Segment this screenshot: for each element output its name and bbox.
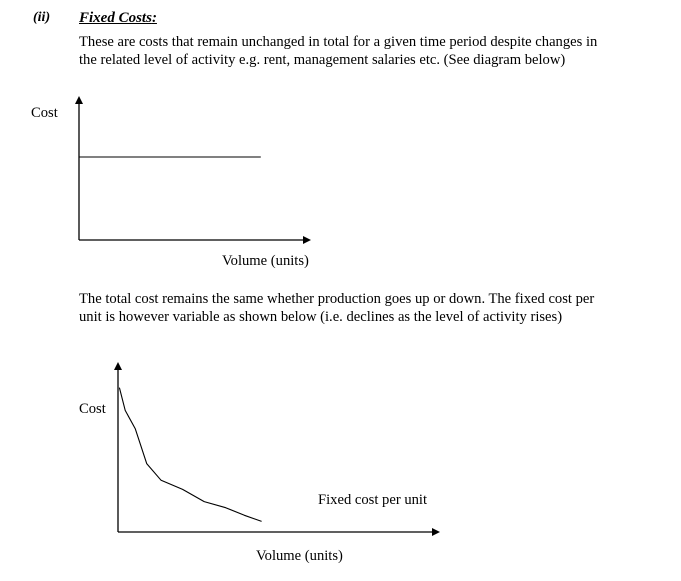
section-heading-text: Fixed Costs bbox=[79, 10, 152, 26]
chart2-x-axis-label: Volume (units) bbox=[256, 548, 343, 564]
chart2-series-line-0 bbox=[119, 388, 261, 522]
chart2-y-axis-arrow bbox=[114, 362, 122, 370]
section-number: (ii) bbox=[33, 10, 51, 25]
explanation-line-2: unit is however variable as shown below (i.e. declines as the level of activity rises) bbox=[79, 309, 563, 325]
chart2-annotation: Fixed cost per unit bbox=[318, 492, 428, 508]
explanation-line-1: The total cost remains the same whether production goes up or down. The fixed cost per bbox=[79, 291, 595, 307]
chart2-plot bbox=[114, 362, 440, 536]
chart1-y-axis-label: Cost bbox=[31, 105, 58, 121]
chart2-x-axis-arrow bbox=[432, 528, 440, 536]
chart2-y-axis-label: Cost bbox=[79, 401, 106, 417]
section-heading-suffix: : bbox=[151, 10, 157, 26]
definition-line-2: the related level of activity e.g. rent, management salaries etc. (See diagram below) bbox=[79, 52, 566, 68]
chart1-x-axis-label: Volume (units) bbox=[222, 253, 309, 269]
definition-line-1: These are costs that remain unchanged in total for a given time period despite changes in bbox=[79, 34, 598, 50]
